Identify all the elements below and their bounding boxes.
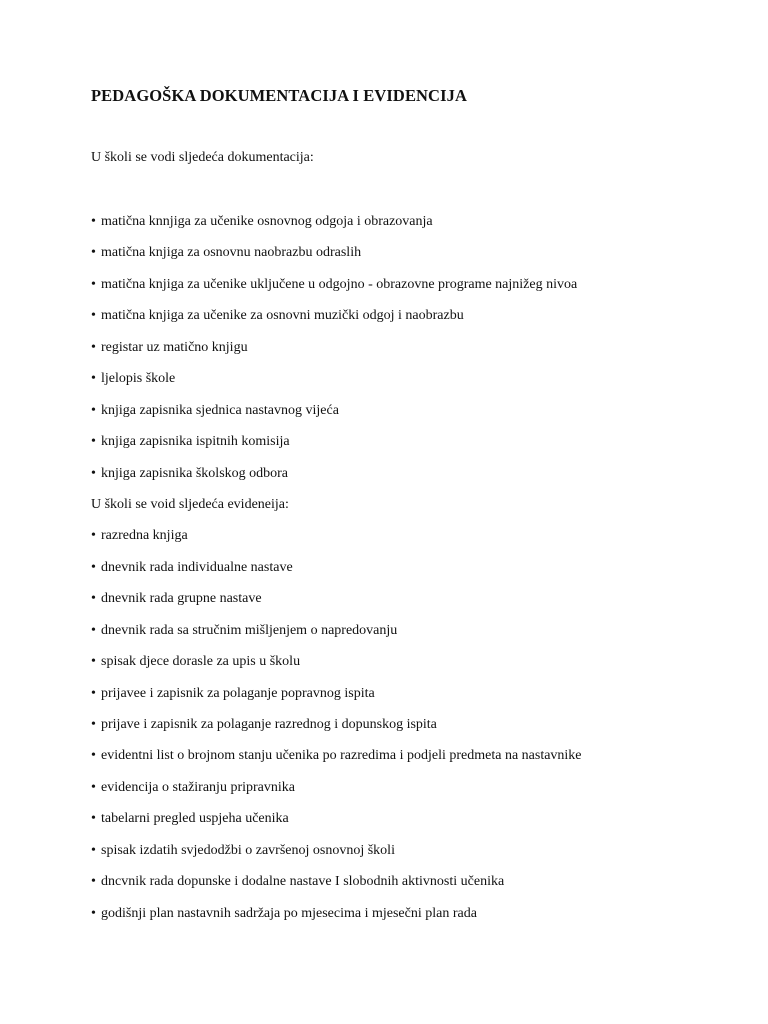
bullet-icon: • [91,559,96,575]
list-item-text: evidencija o stažiranju pripravnika [101,779,295,795]
list-item-text: spisak djece dorasle za upis u školu [101,654,301,670]
list-item-text: dncvnik rada dopunske i dodalne nastave I slobodnih aktivnosti učenika [101,874,505,890]
list-item [91,275,582,306]
list-item-text: matična knjiga za osnovnu naobrazbu odraslih [101,245,362,261]
list-item [91,306,582,337]
bullet-icon: • [91,905,96,921]
bullet-icon: • [91,842,96,858]
list-item-text: knjiga zapisnika sjednica nastavnog vijeća [101,402,339,418]
list-item-text: registar uz matično knjigu [101,339,248,355]
list-item-text: dnevnik rada individualne nastave [101,559,293,575]
list-item-text: dnevnik rada sa stručnim mišljenjem o napredovanju [101,622,398,638]
list-item [91,558,582,589]
list-item-text: godišnji plan nastavnih sadržaja po mjesecima i mjesečni plan rada [101,905,477,921]
bullet-icon: • [91,622,96,638]
bullet-icon: • [91,402,96,418]
bullet-icon: • [91,685,96,701]
list-item [91,809,582,840]
list-item [91,589,582,620]
list-item [91,338,582,369]
list-item [91,464,582,495]
list-item [91,746,582,777]
list-item [91,684,582,715]
bullet-icon: • [91,371,96,387]
list-item [91,432,582,463]
list-item [91,526,582,557]
list-item [91,652,582,683]
bullet-icon: • [91,434,96,450]
list-item [91,212,582,243]
list-item [91,401,582,432]
bullet-icon: • [91,717,96,732]
bullet-icon: • [91,874,96,890]
list-item-text: matična knnjiga za učenike osnovnog odgoja i obrazovanja [101,214,433,229]
list-item [91,621,582,652]
intro-text: U školi se vodi sljedeća dokumentacija: [91,150,314,165]
list-item-text: tabelarni pregled uspjeha učenika [101,811,289,827]
bullet-icon: • [91,465,96,481]
bullet-icon: • [91,591,96,607]
document-title: PEDAGOŠKA DOKUMENTACIJA I EVIDENCIJA [91,86,467,105]
list-item-text: dnevnik rada grupne nastave [101,591,262,607]
list-item-text: razredna knjiga [101,528,188,544]
documentation-list [91,212,582,935]
bullet-icon: • [91,528,96,544]
list-item-text: spisak izdatih svjedodžbi o završenoj osnovnoj školi [101,842,395,858]
list-item-text: prijavee i zapisnik za polaganje popravnog ispita [101,685,375,701]
bullet-icon: • [91,245,96,261]
list-item [91,904,582,935]
bullet-icon: • [91,811,96,827]
bullet-icon: • [91,308,96,324]
list-item-text: matična knjiga za učenike za osnovni muzički odgoj i naobrazbu [101,308,464,324]
evidence-subheading: U školi se void sljedeća evideneija: [91,496,289,512]
bullet-icon: • [91,214,96,229]
list-item-text: ljelopis škole [101,371,176,387]
list-item-text: evidentni list o brojnom stanju učenika po razredima i podjeli predmeta na nastavnike [101,748,582,764]
list-item [91,872,582,903]
bullet-icon: • [91,654,96,670]
bullet-icon: • [91,339,96,355]
bullet-icon: • [91,779,96,795]
bullet-icon: • [91,748,96,764]
list-item-text: matična knjiga za učenike uključene u odgojno - obrazovne programe najnižeg nivoa [101,276,578,292]
list-item [91,369,582,400]
bullet-icon: • [91,276,96,292]
list-item-text: knjiga zapisnika školskog odbora [101,465,289,481]
list-item [91,715,582,746]
list-item [91,778,582,809]
list-item [91,841,582,872]
list-item-text: prijave i zapisnik za polaganje razrednog i dopunskog ispita [101,717,437,732]
list-item-text: knjiga zapisnika ispitnih komisija [101,434,290,450]
list-item [91,243,582,274]
